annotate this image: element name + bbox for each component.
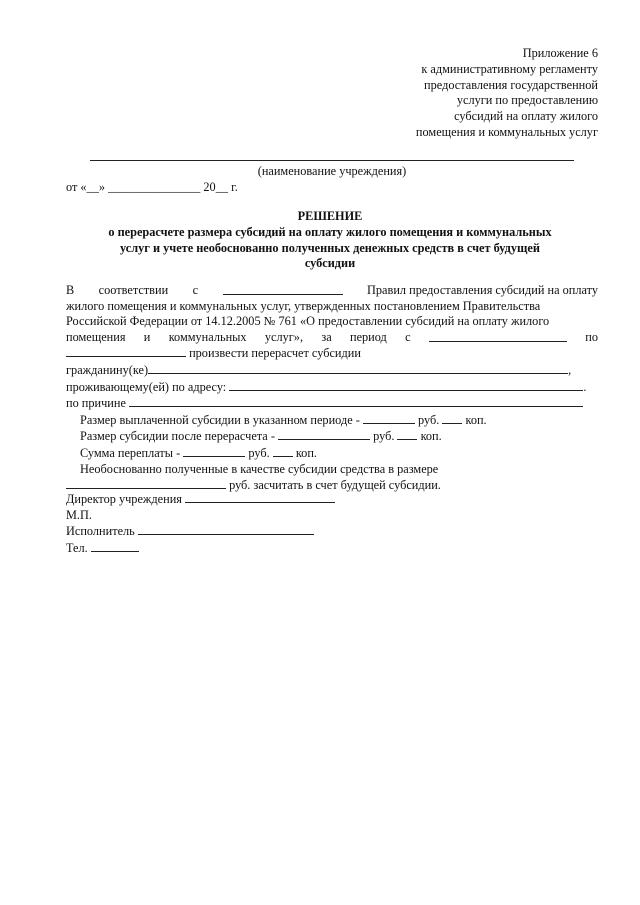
appendix-line: помещения и коммунальных услуг [415, 124, 598, 139]
director-line [66, 491, 598, 508]
executor-line [66, 523, 598, 540]
body-line-5 [66, 345, 598, 362]
body-text: за [321, 329, 332, 344]
director-label: Директор учреждения [66, 492, 182, 506]
subtitle-line: субсидии [304, 256, 356, 270]
blank-line [148, 362, 568, 374]
body-text: проживающему(ей) по адресу: [66, 379, 227, 394]
blank-line [223, 283, 343, 295]
body-line-3: Российской Федерации от 14.12.2005 № 761 «О предоставлении субсидий на оплату жилого [66, 314, 550, 329]
institution-name-line [90, 160, 574, 161]
body-text: руб. засчитать в счет будущей субсидии. [229, 478, 441, 493]
body-line-8 [66, 395, 598, 412]
body-text: и [143, 329, 151, 344]
blank-line [129, 395, 583, 407]
body-text: помещения [66, 329, 126, 344]
body-text: Правил предоставления субсидий на оплату [367, 283, 598, 297]
body-text: руб. [373, 429, 395, 444]
institution-caption: (наименование учреждения) [257, 164, 407, 178]
document-title: РЕШЕНИЕ [297, 209, 363, 223]
subtitle-line: о перерасчете размера субсидий на оплату жилого помещения и коммунальных [108, 225, 552, 239]
phone-line [66, 540, 598, 557]
appendix-line: субсидий на оплату жилого [454, 109, 598, 124]
body-text: руб. [418, 412, 440, 427]
body-text: с [405, 329, 411, 344]
body-text: произвести перерасчет субсидии [189, 346, 361, 361]
subtitle-line: услуг и учете необоснованно полученных денежных средств в счет будущей [120, 240, 540, 255]
blank-line [442, 412, 462, 424]
body-text: руб. [248, 445, 270, 460]
signature-block [66, 491, 598, 556]
body-text: с [192, 283, 199, 297]
body-text: Размер выплаченной субсидии в указанном периоде - [80, 412, 360, 427]
body-text: Размер субсидии после перерасчета - [80, 429, 275, 444]
phone-blank [91, 540, 139, 552]
body-line-12: Необоснованно полученные в качестве субсидии средства в размере [80, 461, 439, 476]
body-text: гражданину(ке) [66, 362, 149, 377]
body-line-11 [66, 445, 598, 462]
body-text: коммунальных [168, 329, 247, 344]
body-line-10 [66, 428, 598, 445]
blank-line [66, 345, 186, 357]
date-line: от «__» _______________ 20__ г. [66, 180, 238, 194]
appendix-line: услуги по предоставлению [456, 93, 598, 108]
blank-line [273, 445, 293, 457]
body-text: Сумма переплаты - [80, 445, 181, 460]
appendix-line: к административному регламенту [421, 61, 598, 76]
body-line-6: гражданину(ке) , [66, 362, 572, 377]
body-text: коп. [465, 412, 487, 427]
body-text: коп. [420, 429, 442, 444]
body-text: по [585, 329, 598, 344]
appendix-header [338, 46, 598, 141]
blank-line [229, 379, 583, 391]
signature-blank [185, 491, 335, 503]
signature-blank [138, 523, 314, 535]
body-text: услуг», [264, 329, 304, 344]
blank-line [429, 330, 567, 342]
stamp-label: М.П. [66, 507, 92, 522]
blank-line [397, 428, 417, 440]
blank-line [66, 477, 226, 489]
body-text: соответствии [98, 283, 169, 297]
body-line-1 [66, 283, 598, 299]
blank-line [278, 428, 370, 440]
body-line-2: жилого помещения и коммунальных услуг, утвержденных постановлением Правительства [66, 298, 541, 313]
body-line-9 [66, 412, 598, 429]
body-text: период [350, 329, 387, 344]
blank-line [183, 445, 245, 457]
body-line-7: проживающему(ей) по адресу: . [66, 379, 587, 394]
appendix-line: предоставления государственной [424, 77, 598, 92]
phone-label: Тел. [66, 540, 88, 555]
body-text: В [66, 283, 75, 297]
body-text: коп. [295, 445, 317, 460]
decision-body [66, 283, 598, 494]
body-line-4 [66, 330, 598, 346]
executor-label: Исполнитель [66, 524, 135, 539]
blank-line [363, 412, 415, 424]
appendix-line: Приложение 6 [522, 46, 598, 60]
body-text: по причине [66, 396, 126, 411]
